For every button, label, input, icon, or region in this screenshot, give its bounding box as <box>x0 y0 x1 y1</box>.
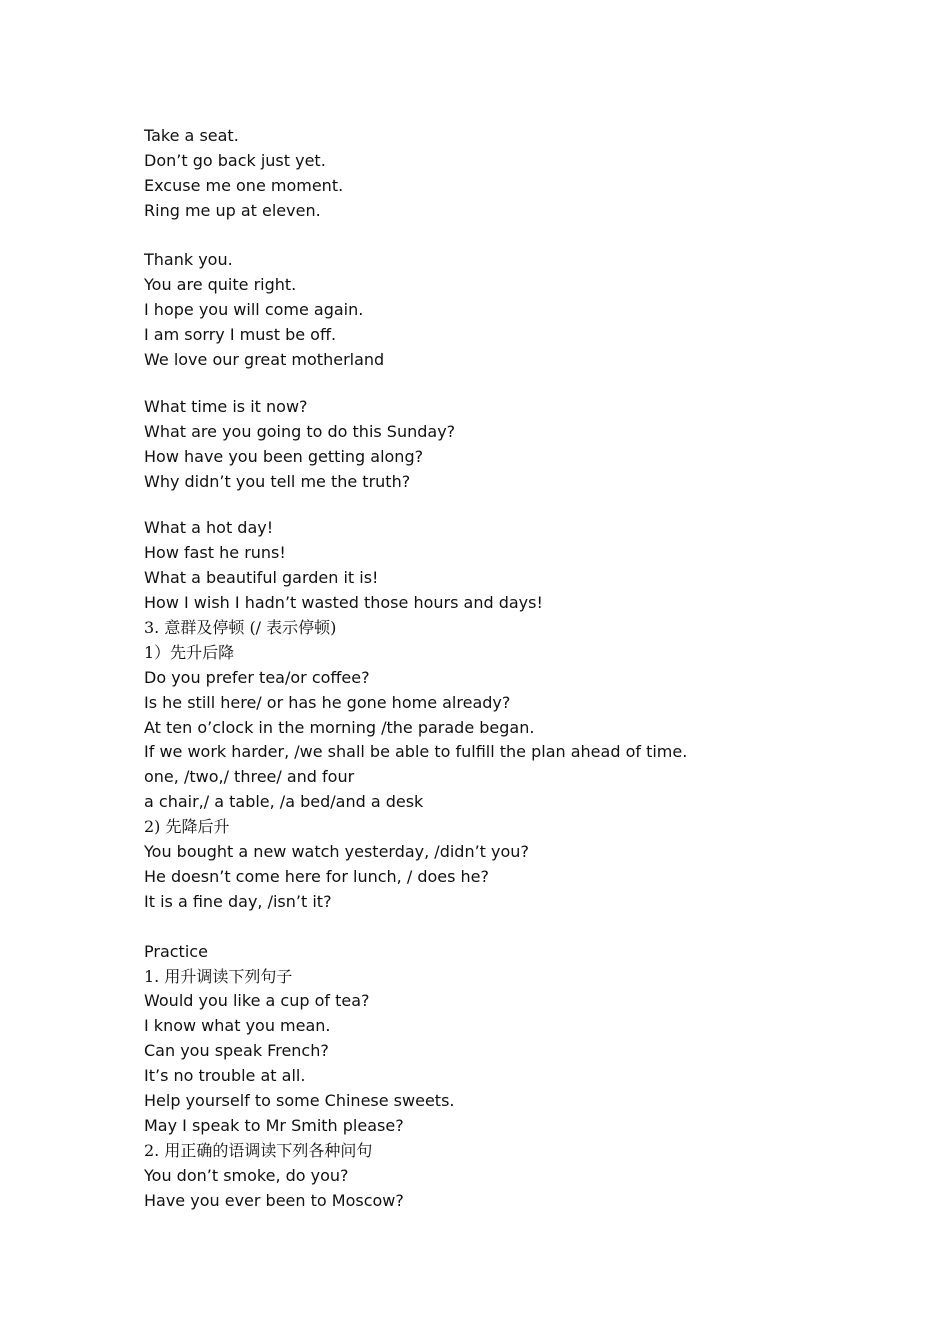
sentence-group-2 <box>144 248 864 372</box>
text-line: If we work harder, /we shall be able to fulfill the plan ahead of time. <box>144 742 688 762</box>
section-heading: 3. 意群及停顿 (/ 表示停顿) <box>144 618 337 638</box>
sentence-group-1 <box>144 124 864 224</box>
text-line: It’s no trouble at all. <box>144 1066 306 1086</box>
text-line: Don’t go back just yet. <box>144 150 326 170</box>
text-line: Do you prefer tea/or coffee? <box>144 667 370 687</box>
text-line: What are you going to do this Sunday? <box>144 421 456 441</box>
text-line: I know what you mean. <box>144 1016 331 1036</box>
text-line: I hope you will come again. <box>144 300 364 320</box>
text-line: Thank you. <box>144 250 233 270</box>
text-line: You bought a new watch yesterday, /didn’t you? <box>144 842 529 862</box>
subsection-heading: 2) 先降后升 <box>144 817 230 837</box>
text-line: What a beautiful garden it is! <box>144 568 379 588</box>
sentence-group-fall-rise <box>144 840 864 915</box>
sentence-group-4 <box>144 516 864 616</box>
sentence-group-rise-fall <box>144 666 864 815</box>
text-line: At ten o’clock in the morning /the parade began. <box>144 717 535 737</box>
text-line: How I wish I hadn’t wasted those hours and days! <box>144 593 543 613</box>
text-line: Is he still here/ or has he gone home already? <box>144 692 511 712</box>
text-line: Have you ever been to Moscow? <box>144 1190 404 1210</box>
text-line: one, /two,/ three/ and four <box>144 767 355 787</box>
practice-group-1 <box>144 989 864 1138</box>
text-line: What time is it now? <box>144 396 308 416</box>
practice-subheading: 2. 用正确的语调读下列各种问句 <box>144 1140 373 1160</box>
text-line: You are quite right. <box>144 275 297 295</box>
text-line: May I speak to Mr Smith please? <box>144 1115 404 1135</box>
practice-group-2 <box>144 1164 864 1214</box>
text-line: Take a seat. <box>144 126 239 145</box>
sentence-group-3 <box>144 395 864 495</box>
text-line: You don’t smoke, do you? <box>144 1165 349 1185</box>
document-body <box>144 124 864 1213</box>
blank-line <box>144 224 864 249</box>
text-line: a chair,/ a table, /a bed/and a desk <box>144 792 424 812</box>
text-line: I am sorry I must be off. <box>144 325 337 345</box>
text-line: Help yourself to some Chinese sweets. <box>144 1090 455 1110</box>
text-line: Ring me up at eleven. <box>144 200 321 220</box>
text-line: How have you been getting along? <box>144 446 424 466</box>
text-line: What a hot day! <box>144 518 274 538</box>
blank-line <box>144 494 864 516</box>
text-line: Why didn’t you tell me the truth? <box>144 471 411 491</box>
text-line: He doesn’t come here for lunch, / does he? <box>144 866 489 886</box>
practice-subheading: 1. 用升调读下列句子 <box>144 966 293 986</box>
text-line: Would you like a cup of tea? <box>144 991 370 1011</box>
text-line: Excuse me one moment. <box>144 175 344 195</box>
text-line: We love our great motherland <box>144 350 385 370</box>
text-line: It is a fine day, /isn’t it? <box>144 891 332 911</box>
practice-heading: Practice <box>144 941 208 961</box>
text-line: How fast he runs! <box>144 543 286 563</box>
blank-line <box>144 373 864 395</box>
subsection-heading: 1）先升后降 <box>144 642 235 662</box>
blank-line <box>144 915 864 940</box>
text-line: Can you speak French? <box>144 1041 329 1061</box>
